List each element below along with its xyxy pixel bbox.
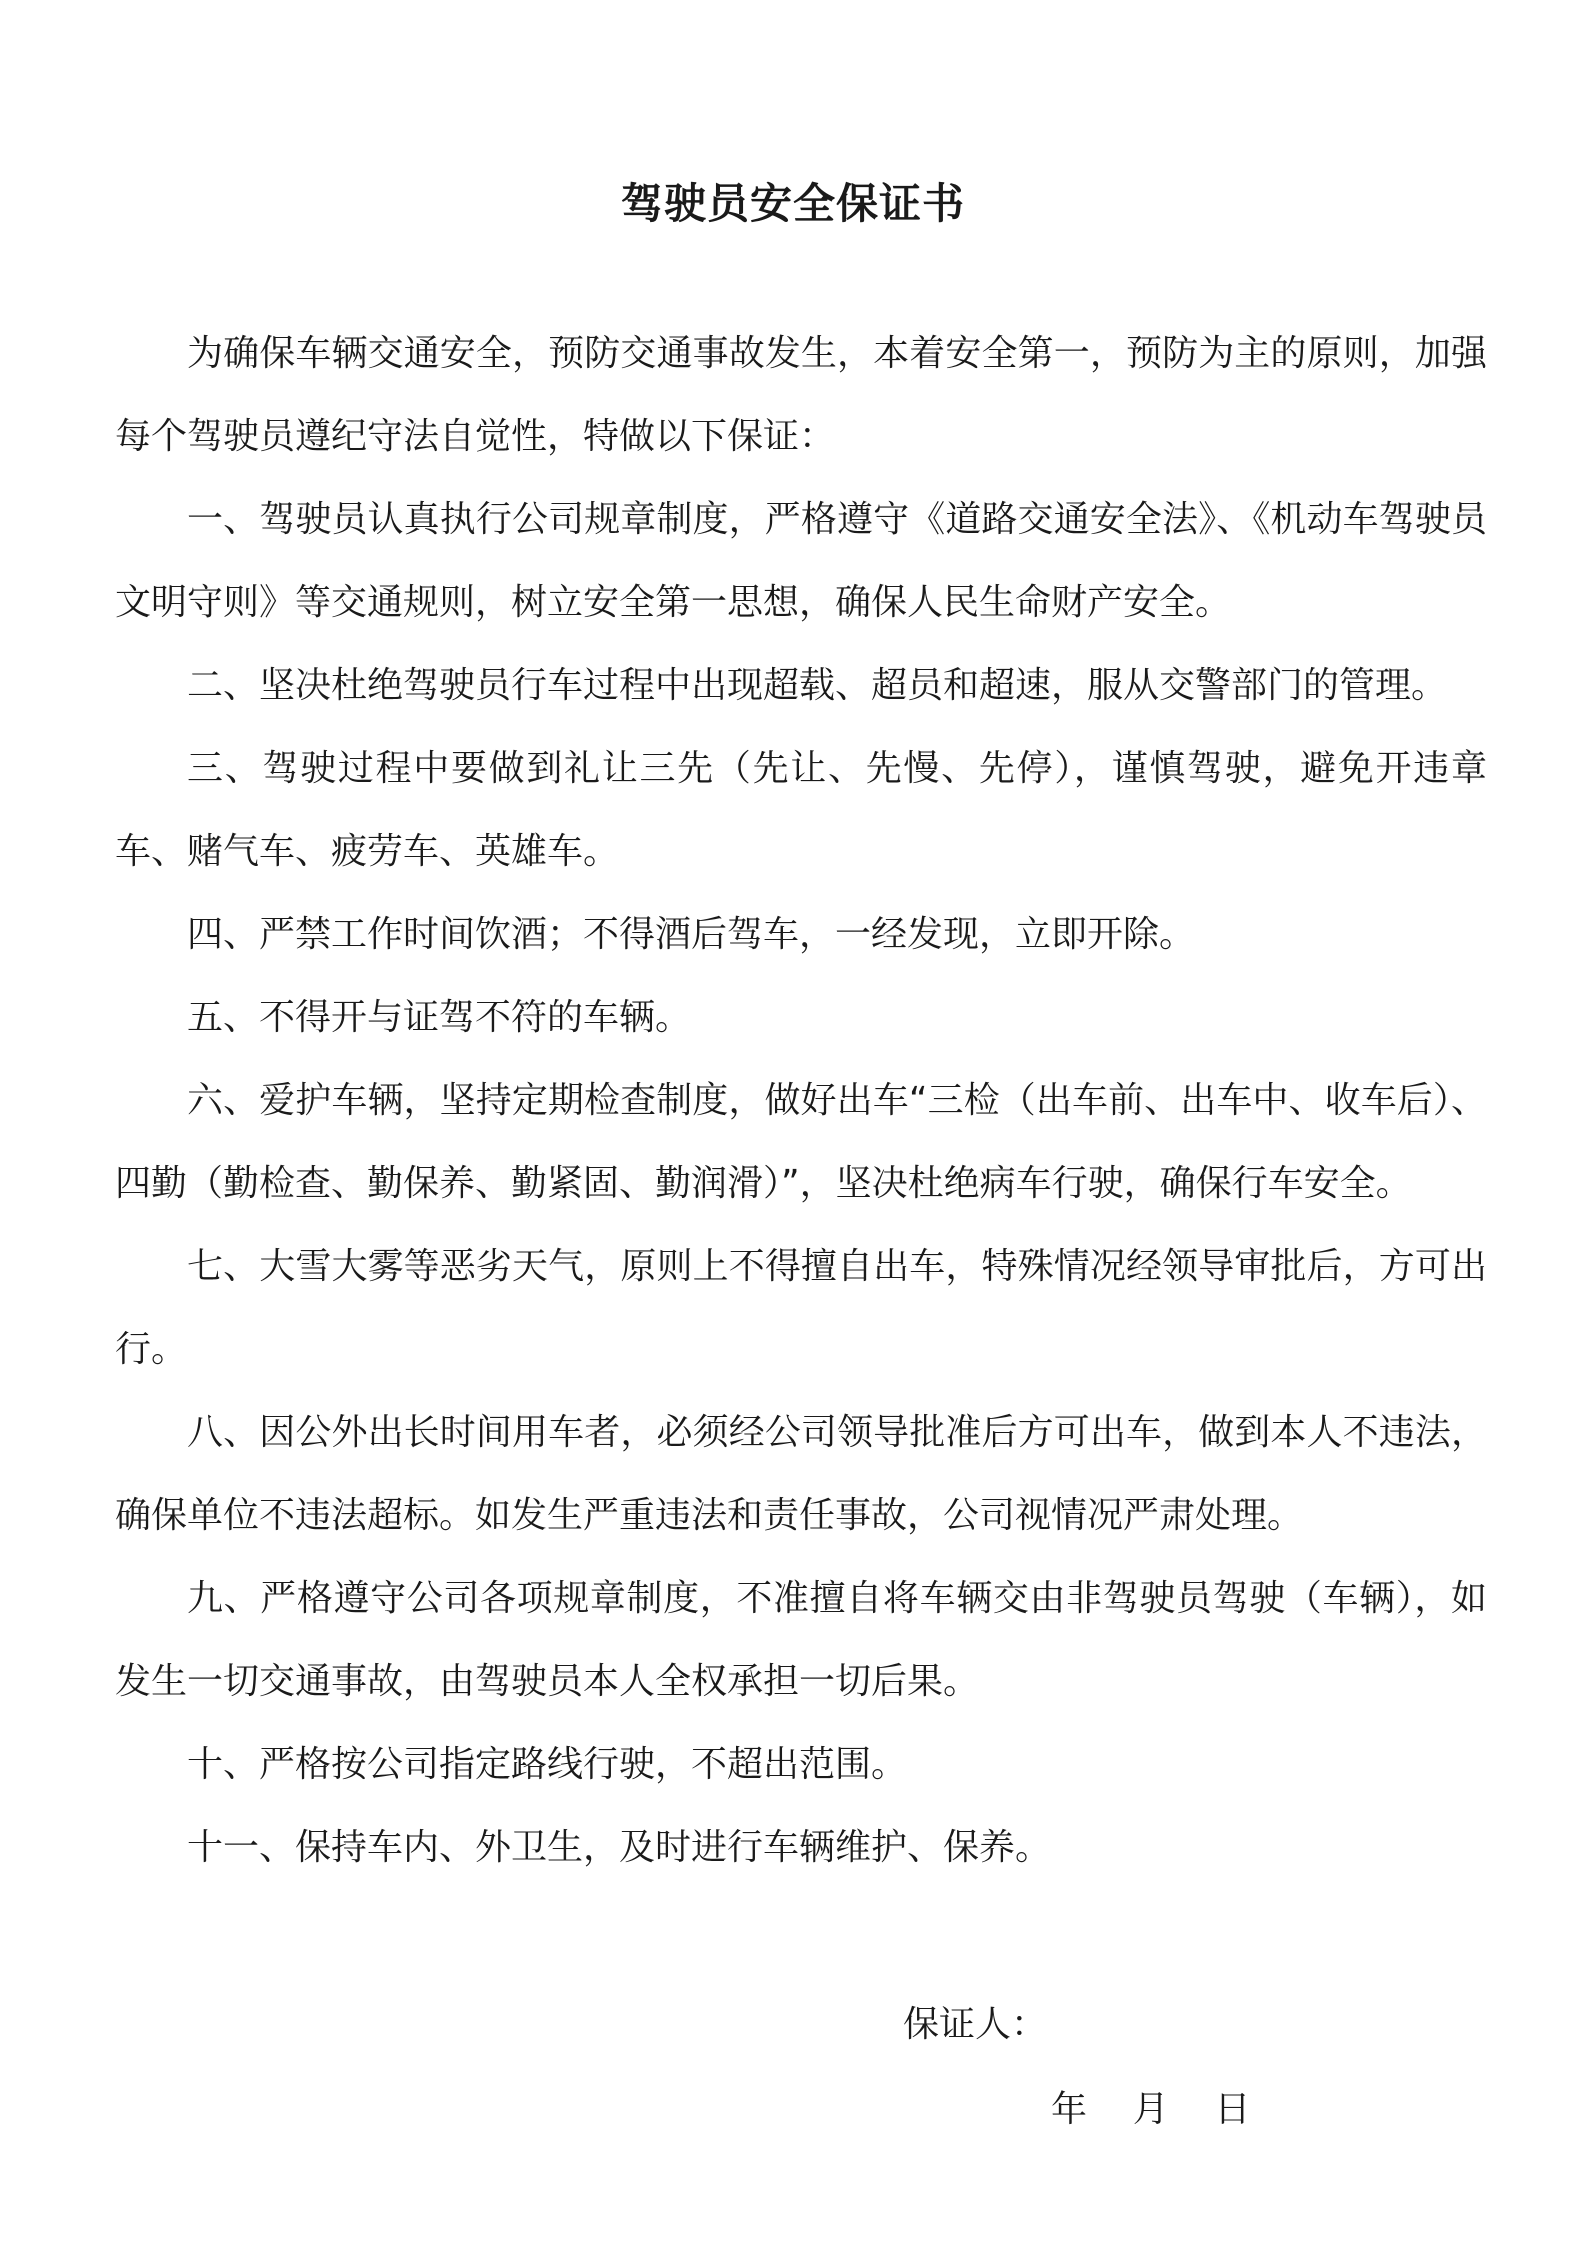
document-body bbox=[115, 312, 1487, 1889]
clause-4: 四、严禁工作时间饮酒；不得酒后驾车，一经发现，立即开除。 bbox=[187, 914, 1196, 955]
clause-9: 九、严格遵守公司各项规章制度，不准擅自将车辆交由非驾驶员驾驶（车辆），如发生一切交通事故，由驾驶员本人全权承担一切后果。 bbox=[115, 1578, 1487, 1702]
clause-2: 二、坚决杜绝驾驶员行车过程中出现超载、超员和超速，服从交警部门的管理。 bbox=[187, 665, 1448, 706]
clause-7: 七、大雪大雾等恶劣天气，原则上不得擅自出车，特殊情况经领导审批后，方可出行。 bbox=[115, 1246, 1487, 1370]
clause-10: 十、严格按公司指定路线行驶，不超出范围。 bbox=[187, 1744, 908, 1785]
clause-3: 三、驾驶过程中要做到礼让三先（先让、先慢、先停），谨慎驾驶，避免开违章车、赌气车、疲劳车、英雄车。 bbox=[115, 748, 1487, 872]
clause-5: 五、不得开与证驾不符的车辆。 bbox=[187, 997, 692, 1038]
intro-paragraph: 为确保车辆交通安全，预防交通事故发生，本着安全第一，预防为主的原则，加强每个驾驶员遵纪守法自觉性，特做以下保证： bbox=[115, 333, 1487, 457]
clause-1: 一、驾驶员认真执行公司规章制度，严格遵守《道路交通安全法》、《机动车驾驶员文明守则》等交通规则，树立安全第一思想，确保人民生命财产安全。 bbox=[115, 499, 1487, 623]
clause-11: 十一、保持车内、外卫生，及时进行车辆维护、保养。 bbox=[187, 1827, 1052, 1868]
clause-8: 八、因公外出长时间用车者，必须经公司领导批准后方可出车，做到本人不违法，确保单位不违法超标。如发生严重违法和责任事故，公司视情况严肃处理。 bbox=[115, 1412, 1487, 1536]
guarantor-label: 保证人： bbox=[903, 2004, 1048, 2045]
clause-6: 六、爱护车辆，坚持定期检查制度，做好出车“三检（出车前、出车中、收车后）、四勤（勤检查、勤保养、勤紧固、勤润滑）”，坚决杜绝病车行驶，确保行车安全。 bbox=[115, 1080, 1487, 1204]
date-line: 年 月 日 bbox=[1051, 2089, 1251, 2130]
document-title: 驾驶员安全保证书 bbox=[620, 179, 965, 228]
